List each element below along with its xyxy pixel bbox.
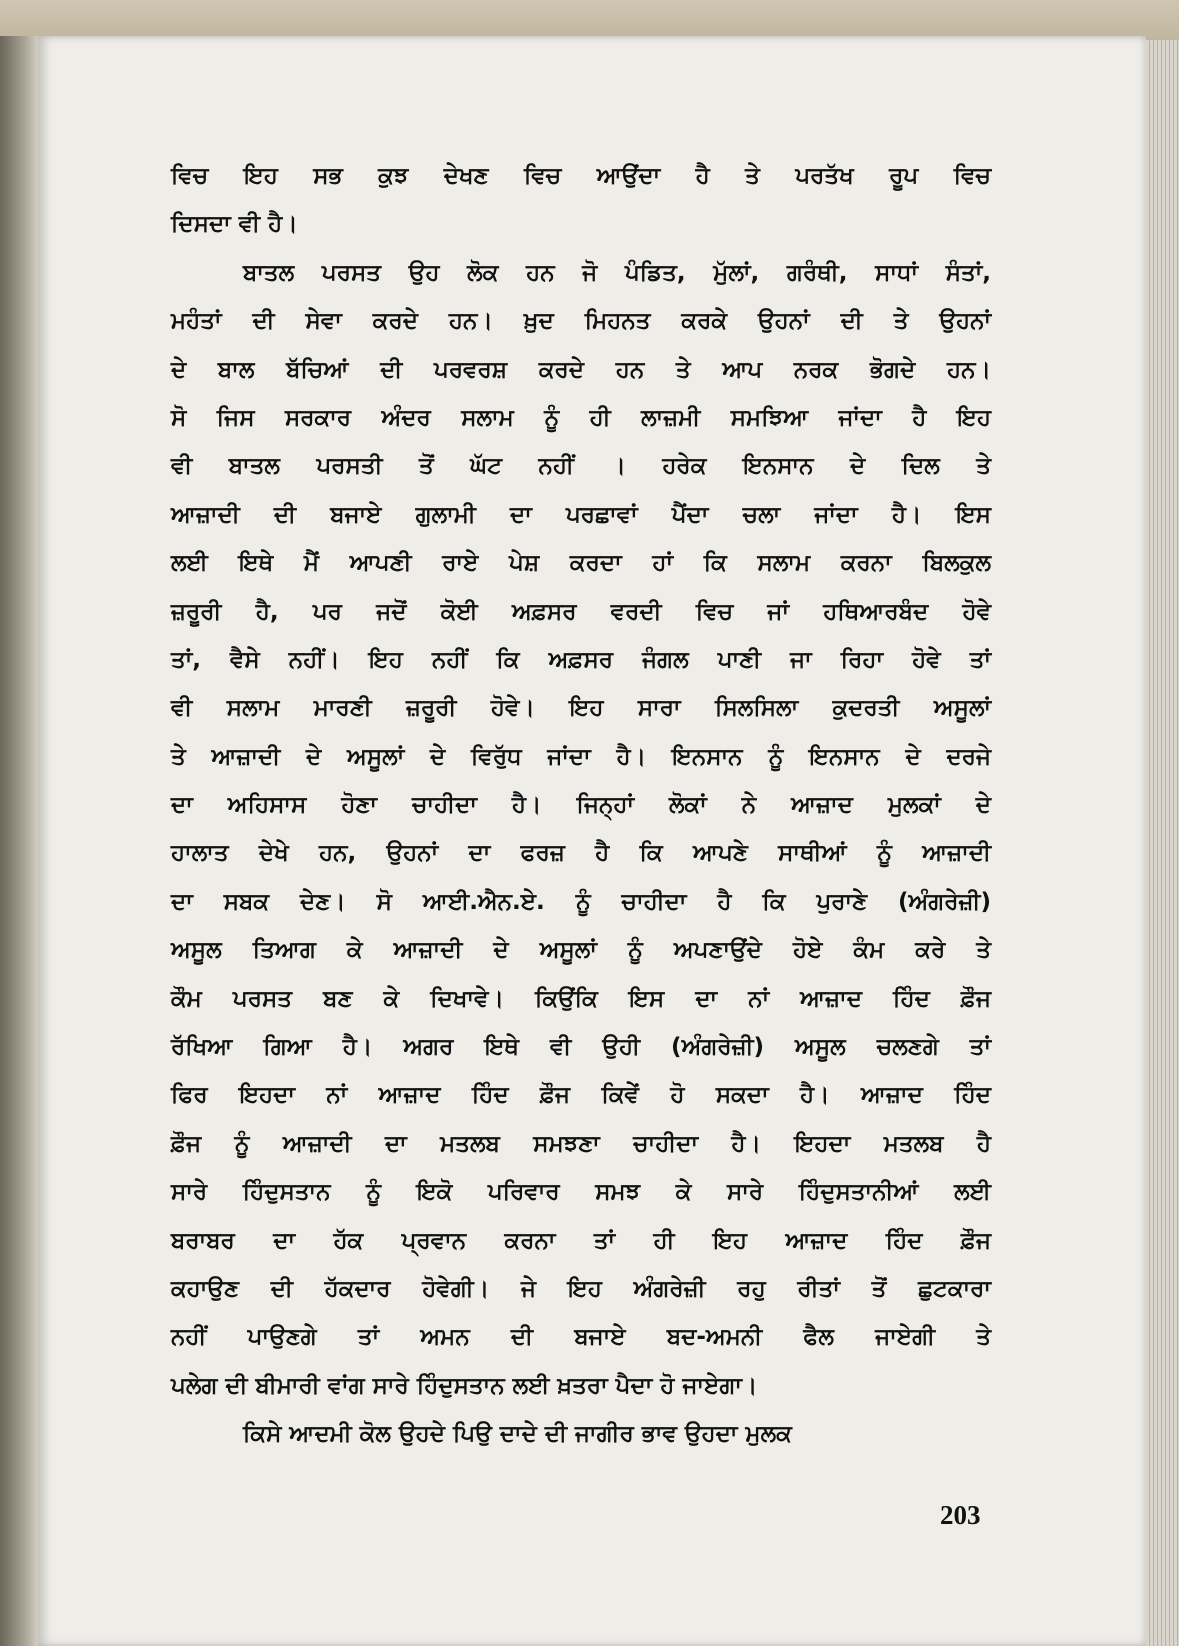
text-line: ਜ਼ਰੂਰੀ ਹੈ, ਪਰ ਜਦੋਂ ਕੋਈ ਅਫ਼ਸਰ ਵਰਦੀ ਵਿਚ ਜਾਂ ਹਥਿਆਰਬੰਦ ਹੋਵੇ [171,598,991,625]
text-line: ਸਾਰੇ ਹਿੰਦੁਸਤਾਨ ਨੂੰ ਇਕੋ ਪਰਿਵਾਰ ਸਮਝ ਕੇ ਸਾਰੇ ਹਿੰਦੁਸਤਾਨੀਆਂ ਲਈ [171,1179,991,1206]
text-line: ਬਾਤਲ ਪਰਸਤ ਉਹ ਲੋਕ ਹਨ ਜੋ ਪੰਡਿਤ, ਮੁੱਲਾਂ, ਗਰੰਥੀ, ਸਾਧਾਂ ਸੰਤਾਂ, [243,259,991,286]
text-line: ਫ਼ੌਜ ਨੂੰ ਆਜ਼ਾਦੀ ਦਾ ਮਤਲਬ ਸਮਝਣਾ ਚਾਹੀਦਾ ਹੈ। ਇਹਦਾ ਮਤਲਬ ਹੈ [171,1130,991,1157]
text-line: ਵੀ ਸਲਾਮ ਮਾਰਣੀ ਜ਼ਰੂਰੀ ਹੋਵੇ। ਇਹ ਸਾਰਾ ਸਿਲਸਿਲਾ ਕੁਦਰਤੀ ਅਸੂਲਾਂ [171,695,991,722]
text-line: ਹਾਲਾਤ ਦੇਖੇ ਹਨ, ਉਹਨਾਂ ਦਾ ਫਰਜ਼ ਹੈ ਕਿ ਆਪਣੇ ਸਾਥੀਆਂ ਨੂੰ ਆਜ਼ਾਦੀ [171,840,991,867]
text-line: ਲਈ ਇਥੇ ਮੈਂ ਆਪਣੀ ਰਾਏ ਪੇਸ਼ ਕਰਦਾ ਹਾਂ ਕਿ ਸਲਾਮ ਕਰਨਾ ਬਿਲਕੁਲ [171,550,991,577]
text-line: ਤੇ ਆਜ਼ਾਦੀ ਦੇ ਅਸੂਲਾਂ ਦੇ ਵਿਰੁੱਧ ਜਾਂਦਾ ਹੈ। ਇਨਸਾਨ ਨੂੰ ਇਨਸਾਨ ਦੇ ਦਰਜੇ [171,743,991,770]
text-line: ਤਾਂ, ਵੈਸੇ ਨਹੀਂ। ਇਹ ਨਹੀਂ ਕਿ ਅਫ਼ਸਰ ਜੰਗਲ ਪਾਣੀ ਜਾ ਰਿਹਾ ਹੋਵੇ ਤਾਂ [171,646,991,673]
text-line: ਮਹੰਤਾਂ ਦੀ ਸੇਵਾ ਕਰਦੇ ਹਨ। ਖ਼ੁਦ ਮਿਹਨਤ ਕਰਕੇ ਉਹਨਾਂ ਦੀ ਤੇ ਉਹਨਾਂ [171,308,991,335]
page-number: 203 [940,1500,981,1530]
text-line: ਆਜ਼ਾਦੀ ਦੀ ਬਜਾਏ ਗੁਲਾਮੀ ਦਾ ਪਰਛਾਵਾਂ ਪੈਂਦਾ ਚਲਾ ਜਾਂਦਾ ਹੈ। ਇਸ [171,501,991,528]
text-line: ਪਲੇਗ ਦੀ ਬੀਮਾਰੀ ਵਾਂਗ ਸਾਰੇ ਹਿੰਦੁਸਤਾਨ ਲਈ ਖ਼ਤਰਾ ਪੈਦਾ ਹੋ ਜਾਏਗਾ। [171,1372,758,1399]
text-line: ਕਿਸੇ ਆਦਮੀ ਕੋਲ ਉਹਦੇ ਪਿਉ ਦਾਦੇ ਦੀ ਜਾਗੀਰ ਭਾਵ ਉਹਦਾ ਮੁਲਕ [243,1421,792,1448]
text-line: ਦਿਸਦਾ ਵੀ ਹੈ। [171,211,298,238]
page-edges [1142,40,1179,1646]
text-line: ਰੱਖਿਆ ਗਿਆ ਹੈ। ਅਗਰ ਇਥੇ ਵੀ ਉਹੀ (ਅੰਗਰੇਜ਼ੀ) ਅਸੂਲ ਚਲਣਗੇ ਤਾਂ [171,1034,991,1061]
text-line: ਬਰਾਬਰ ਦਾ ਹੱਕ ਪ੍ਰਵਾਨ ਕਰਨਾ ਤਾਂ ਹੀ ਇਹ ਆਜ਼ਾਦ ਹਿੰਦ ਫ਼ੌਜ [171,1227,991,1254]
text-line: ਫਿਰ ਇਹਦਾ ਨਾਂ ਆਜ਼ਾਦ ਹਿੰਦ ਫ਼ੌਜ ਕਿਵੇਂ ਹੋ ਸਕਦਾ ਹੈ। ਆਜ਼ਾਦ ਹਿੰਦ [171,1082,991,1109]
book-spine [0,36,40,1646]
text-line: ਦਾ ਸਬਕ ਦੇਣ। ਸੋ ਆਈ.ਐਨ.ਏ. ਨੂੰ ਚਾਹੀਦਾ ਹੈ ਕਿ ਪੁਰਾਣੇ (ਅੰਗਰੇਜ਼ੀ) [171,888,991,915]
text-line: ਦਾ ਅਹਿਸਾਸ ਹੋਣਾ ਚਾਹੀਦਾ ਹੈ। ਜਿਨ੍ਹਾਂ ਲੋਕਾਂ ਨੇ ਆਜ਼ਾਦ ਮੁਲਕਾਂ ਦੇ [171,792,991,819]
text-line: ਸੋ ਜਿਸ ਸਰਕਾਰ ਅੰਦਰ ਸਲਾਮ ਨੂੰ ਹੀ ਲਾਜ਼ਮੀ ਸਮਝਿਆ ਜਾਂਦਾ ਹੈ ਇਹ [171,404,991,431]
text-line: ਕਹਾਉਣ ਦੀ ਹੱਕਦਾਰ ਹੋਵੇਗੀ। ਜੇ ਇਹ ਅੰਗਰੇਜ਼ੀ ਰਹੁ ਰੀਤਾਂ ਤੋਂ ਛੁਟਕਾਰਾ [171,1275,991,1302]
text-line: ਨਹੀਂ ਪਾਉਣਗੇ ਤਾਂ ਅਮਨ ਦੀ ਬਜਾਏ ਬਦ-ਅਮਨੀ ਫੈਲ ਜਾਏਗੀ ਤੇ [171,1324,991,1351]
page-text [171,152,991,1459]
text-line: ਵਿਚ ਇਹ ਸਭ ਕੁਝ ਦੇਖਣ ਵਿਚ ਆਉਂਦਾ ਹੈ ਤੇ ਪਰਤੱਖ ਰੂਪ ਵਿਚ [171,163,991,189]
text-line: ਦੇ ਬਾਲ ਬੱਚਿਆਂ ਦੀ ਪਰਵਰਸ਼ ਕਰਦੇ ਹਨ ਤੇ ਆਪ ਨਰਕ ਭੋਗਦੇ ਹਨ। [171,356,991,383]
text-line: ਵੀ ਬਾਤਲ ਪਰਸਤੀ ਤੋਂ ਘੱਟ ਨਹੀਂ । ਹਰੇਕ ਇਨਸਾਨ ਦੇ ਦਿਲ ਤੇ [171,453,991,480]
text-line: ਅਸੂਲ ਤਿਆਗ ਕੇ ਆਜ਼ਾਦੀ ਦੇ ਅਸੂਲਾਂ ਨੂੰ ਅਪਣਾਉਂਦੇ ਹੋਏ ਕੰਮ ਕਰੇ ਤੇ [171,937,991,964]
text-line: ਕੌਮ ਪਰਸਤ ਬਣ ਕੇ ਦਿਖਾਵੇ। ਕਿਉਂਕਿ ਇਸ ਦਾ ਨਾਂ ਆਜ਼ਾਦ ਹਿੰਦ ਫ਼ੌਜ [171,985,991,1012]
